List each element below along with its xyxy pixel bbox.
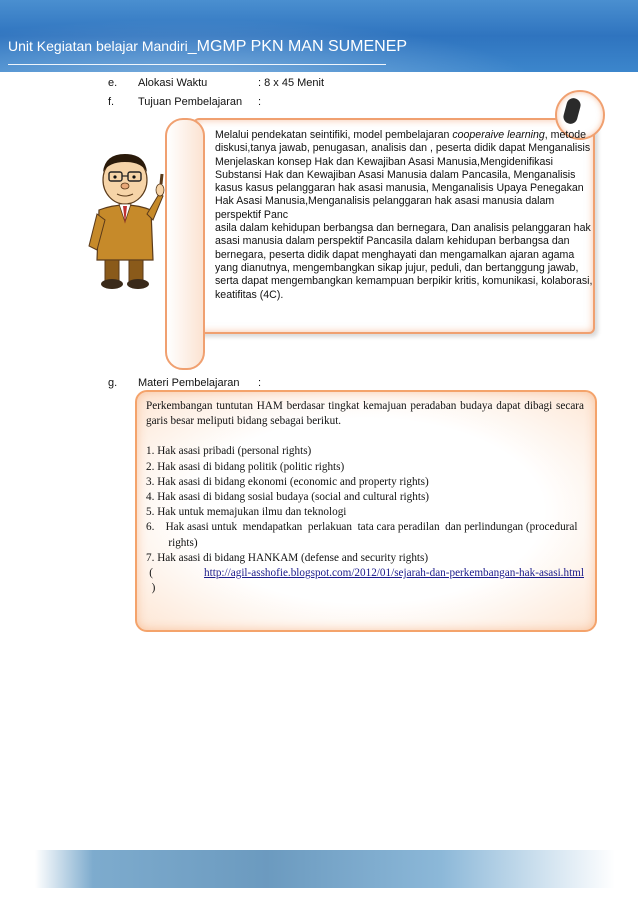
materi-text bbox=[146, 399, 584, 596]
row-label: Tujuan Pembelajaran bbox=[138, 96, 243, 108]
materi-source bbox=[146, 566, 584, 596]
scroll-roll-left bbox=[165, 118, 205, 370]
row-materi-pembelajaran bbox=[108, 377, 368, 391]
header-title-main: _MGMP PKN MAN SUMENEP bbox=[187, 38, 408, 55]
header-underline bbox=[8, 64, 386, 65]
tujuan-text-italic: cooperaive learning bbox=[452, 129, 545, 141]
tujuan-text-rest2: asila dalam kehidupan berbangsa dan bernegara, Dan analisis pelanggaran hak asasi manusia dalam perspektif Pancasila dalam kehidupan berbangsa dan bernegara, peserta didik dapat menghayati dan mengamalkan ajaran agama yang dianutnya, mengembangkan sikap jujur, peduli, dan bertanggung jawab, serta dapat mengembangkan kemampuan berpikir kritis, komunikasi, kolaborasi, keatifitas (4C). bbox=[215, 222, 593, 301]
materi-item: 4. Hak asasi di bidang sosial budaya (social and cultural rights) bbox=[146, 491, 430, 504]
source-open: ( bbox=[146, 567, 205, 580]
teacher-character-illustration bbox=[85, 150, 165, 290]
materi-item: rights) bbox=[146, 536, 198, 549]
row-key: e. bbox=[108, 77, 118, 89]
tujuan-text-rest: , metode diskusi,tanya jawab, penugasan, analisis dan , peserta didik dapat Menganalisis Menjelaskan konsep Hak dan Kewajiban Asasi Manusia,Mengidenifikasi Substansi Hak dan Kewajiban Asasi Manusia dalam Pancasila, Menganalisis kasus kasus pelanggaran hak asasi manusia, Menganalisis Upaya Penegakan Hak Asasi Manusia,Menganalisis pelanggaran hak asasi manusia dalam perspektif Panc bbox=[215, 129, 591, 221]
tujuan-text-prefix: Melalui pendekatan seintifiki, model pembelajaran bbox=[215, 129, 453, 141]
materi-intro: Perkembangan tuntutan HAM berdasar tingkat kemajuan peradaban budaya dapat dibagi secara garis besar meliputi bidang sebagai berikut. bbox=[146, 400, 584, 428]
footer-banner bbox=[35, 850, 615, 888]
materi-item: 1. Hak asasi pribadi (personal rights) bbox=[146, 445, 312, 458]
row-label: Materi Pembelajaran bbox=[138, 377, 240, 389]
header-banner bbox=[0, 0, 638, 72]
row-value: : 8 x 45 Menit bbox=[258, 77, 325, 89]
header-title bbox=[8, 38, 407, 56]
row-label: Alokasi Waktu bbox=[138, 77, 208, 89]
row-value: : bbox=[258, 377, 262, 389]
materi-item: 7. Hak asasi di bidang HANKAM (defense and security rights) bbox=[146, 551, 429, 564]
row-value: : bbox=[258, 96, 262, 108]
source-close: ) bbox=[146, 582, 156, 595]
materi-item: 3. Hak asasi di bidang ekonomi (economic and property rights) bbox=[146, 475, 429, 488]
row-key: g. bbox=[108, 377, 118, 389]
materi-item: 2. Hak asasi di bidang politik (politic rights) bbox=[146, 460, 345, 473]
header-title-prefix: Unit Kegiatan belajar Mandiri bbox=[8, 38, 188, 54]
row-key: f. bbox=[108, 96, 115, 108]
materi-item: 5. Hak untuk memajukan ilmu dan teknologi bbox=[146, 506, 347, 519]
tujuan-text bbox=[215, 129, 593, 302]
source-link[interactable]: http://agil-asshofie.blogspot.com/2012/01/sejarah-dan-perkembangan-hak-asasi.html bbox=[204, 567, 584, 580]
materi-item: 6. Hak asasi untuk mendapatkan perlakuan tata cara peradilan dan perlindungan (procedural bbox=[146, 521, 578, 534]
